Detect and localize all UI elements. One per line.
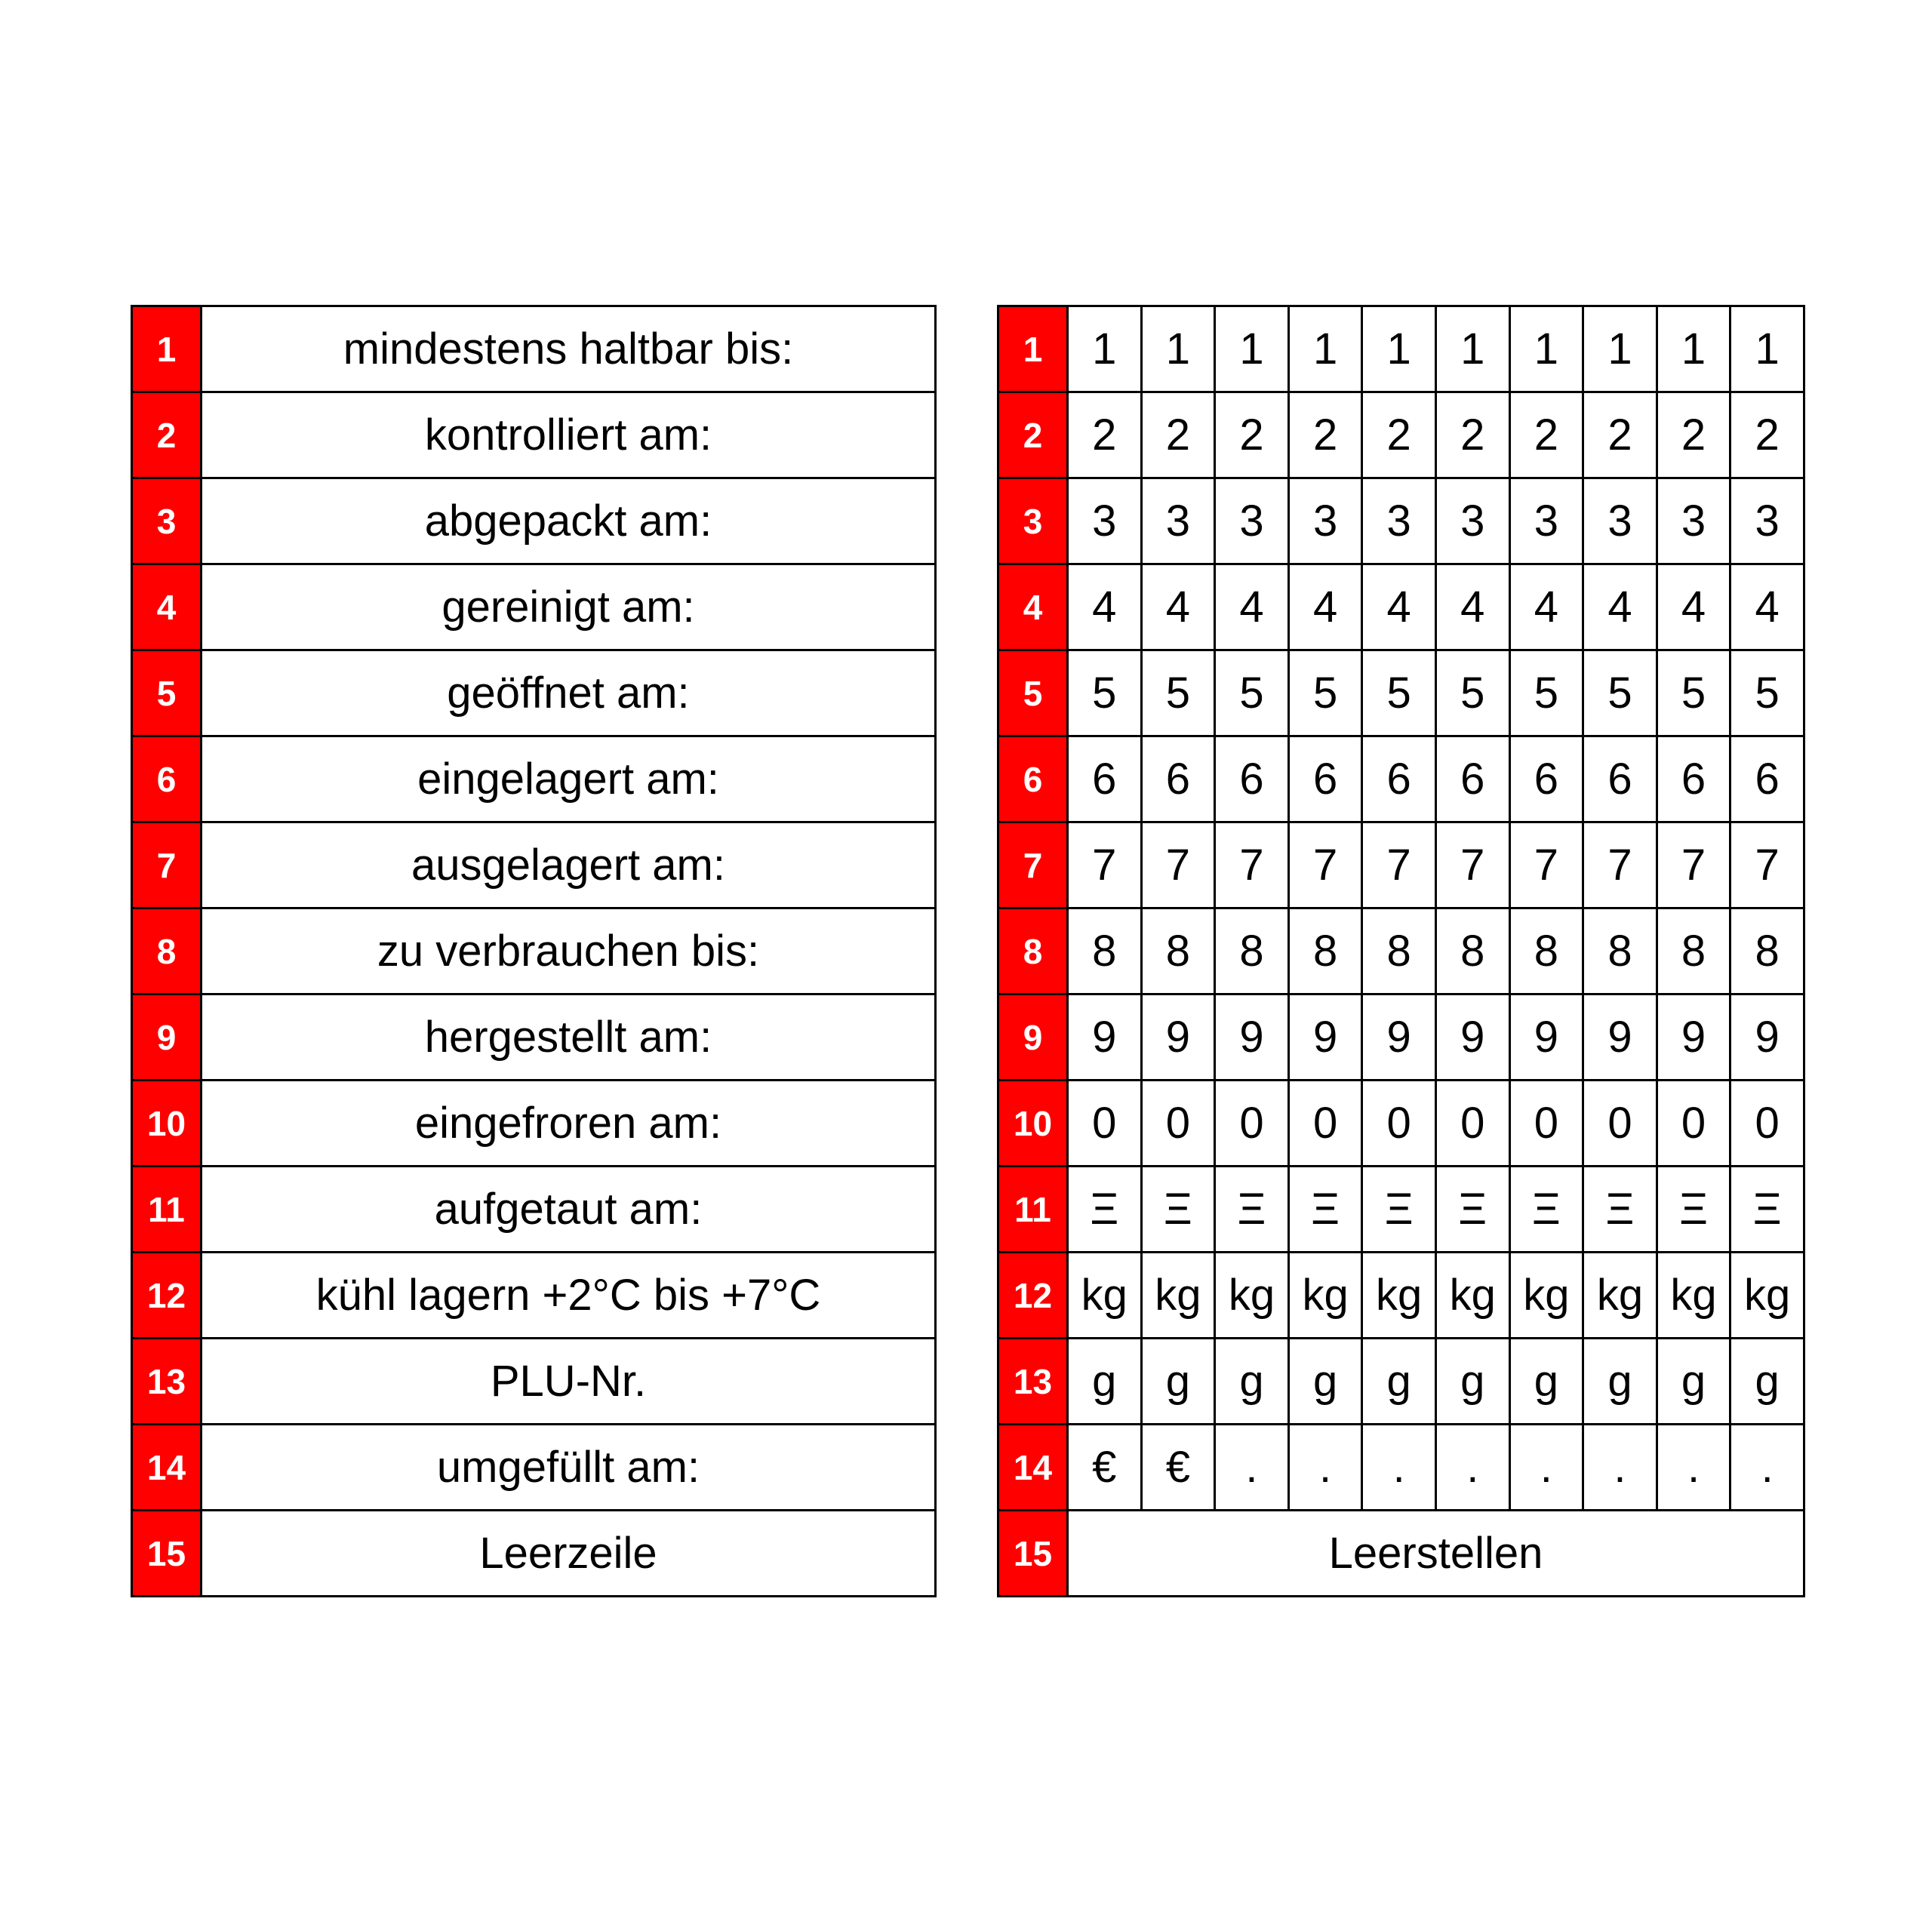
character-cell: 8: [1362, 908, 1436, 995]
label-text: ausgelagert am:: [202, 822, 936, 908]
right-table-row: [998, 736, 1804, 822]
left-table-row: [132, 1081, 936, 1167]
character-cell: Ξ: [1435, 1167, 1509, 1253]
row-number: 7: [998, 822, 1068, 908]
character-cell: Ξ: [1215, 1167, 1289, 1253]
character-cell: 7: [1435, 822, 1509, 908]
character-cell: .: [1583, 1425, 1657, 1511]
character-cell: 6: [1068, 736, 1142, 822]
character-cell: .: [1288, 1425, 1362, 1511]
character-cell: 7: [1362, 822, 1436, 908]
character-cell: 3: [1288, 478, 1362, 564]
character-cell: g: [1288, 1339, 1362, 1425]
character-cell: 3: [1583, 478, 1657, 564]
right-table-row: [998, 1511, 1804, 1597]
character-cell: .: [1657, 1425, 1730, 1511]
character-cell: kg: [1435, 1253, 1509, 1339]
character-cell: kg: [1141, 1253, 1215, 1339]
character-cell: 9: [1657, 995, 1730, 1081]
character-cell: 3: [1141, 478, 1215, 564]
character-cell: 1: [1435, 306, 1509, 392]
character-cell: 1: [1215, 306, 1289, 392]
character-cell: 6: [1435, 736, 1509, 822]
character-cell: Ξ: [1362, 1167, 1436, 1253]
character-cell: 9: [1583, 995, 1657, 1081]
left-table-row: [132, 1511, 936, 1597]
character-cell: 5: [1215, 650, 1289, 736]
character-cell: 9: [1215, 995, 1289, 1081]
character-cell: 7: [1730, 822, 1804, 908]
right-table-body: [998, 306, 1804, 1597]
character-cell: g: [1435, 1339, 1509, 1425]
character-cell: 4: [1730, 564, 1804, 650]
left-table-row: [132, 995, 936, 1081]
row-number: 1: [998, 306, 1068, 392]
right-table-row: [998, 1425, 1804, 1511]
character-cell: 1: [1141, 306, 1215, 392]
left-table-row: [132, 1425, 936, 1511]
right-table-row: [998, 306, 1804, 392]
label-text: PLU-Nr.: [202, 1339, 936, 1425]
character-cell: 0: [1141, 1081, 1215, 1167]
row-number: 4: [132, 564, 202, 650]
row-number: 13: [998, 1339, 1068, 1425]
character-cell: 2: [1509, 392, 1583, 478]
left-table-row: [132, 392, 936, 478]
character-cell: 2: [1657, 392, 1730, 478]
left-table-row: [132, 908, 936, 995]
character-cell: g: [1068, 1339, 1142, 1425]
character-cell: kg: [1730, 1253, 1804, 1339]
character-cell: 8: [1141, 908, 1215, 995]
character-cell: 6: [1509, 736, 1583, 822]
character-cell: kg: [1583, 1253, 1657, 1339]
character-cell: 7: [1288, 822, 1362, 908]
character-cell: €: [1068, 1425, 1142, 1511]
character-cell: 6: [1657, 736, 1730, 822]
character-cell: 6: [1583, 736, 1657, 822]
left-table-row: [132, 1339, 936, 1425]
character-cell: 8: [1509, 908, 1583, 995]
character-cell: 2: [1141, 392, 1215, 478]
label-text: zu verbrauchen bis:: [202, 908, 936, 995]
character-cell: kg: [1362, 1253, 1436, 1339]
row-number: 11: [998, 1167, 1068, 1253]
character-cell: Ξ: [1509, 1167, 1583, 1253]
character-cell: 9: [1068, 995, 1142, 1081]
right-table-row: [998, 1253, 1804, 1339]
character-cell: kg: [1288, 1253, 1362, 1339]
row-number: 7: [132, 822, 202, 908]
character-cell: 4: [1288, 564, 1362, 650]
character-cell: 4: [1215, 564, 1289, 650]
character-cell: 8: [1583, 908, 1657, 995]
character-cell: 5: [1141, 650, 1215, 736]
character-cell: €: [1141, 1425, 1215, 1511]
right-table-row: [998, 1081, 1804, 1167]
label-text: Leerzeile: [202, 1511, 936, 1597]
right-table-row: [998, 392, 1804, 478]
left-table-row: [132, 650, 936, 736]
label-text: hergestellt am:: [202, 995, 936, 1081]
character-cell: 9: [1362, 995, 1436, 1081]
character-cell: 2: [1730, 392, 1804, 478]
row-number: 14: [132, 1425, 202, 1511]
label-text: eingefroren am:: [202, 1081, 936, 1167]
right-table-row: [998, 564, 1804, 650]
row-number: 14: [998, 1425, 1068, 1511]
character-cell: 5: [1730, 650, 1804, 736]
character-cell: 1: [1362, 306, 1436, 392]
character-cell: 3: [1657, 478, 1730, 564]
row-number: 10: [998, 1081, 1068, 1167]
character-cell: 1: [1288, 306, 1362, 392]
left-table-row: [132, 306, 936, 392]
character-cell: 0: [1730, 1081, 1804, 1167]
character-cell: 0: [1435, 1081, 1509, 1167]
character-cell: Ξ: [1068, 1167, 1142, 1253]
row-number: 11: [132, 1167, 202, 1253]
character-cell: 7: [1657, 822, 1730, 908]
left-table-row: [132, 1167, 936, 1253]
character-cell: g: [1730, 1339, 1804, 1425]
character-cell: g: [1583, 1339, 1657, 1425]
character-cell: g: [1141, 1339, 1215, 1425]
row-number: 15: [998, 1511, 1068, 1597]
character-cell: 1: [1730, 306, 1804, 392]
character-cell: 5: [1657, 650, 1730, 736]
character-cell: 1: [1509, 306, 1583, 392]
right-table-row: [998, 908, 1804, 995]
character-cell: Ξ: [1288, 1167, 1362, 1253]
character-cell: 5: [1068, 650, 1142, 736]
row-number: 9: [132, 995, 202, 1081]
blank-spaces-cell: Leerstellen: [1068, 1511, 1804, 1597]
right-table-row: [998, 478, 1804, 564]
left-table-row: [132, 564, 936, 650]
row-number: 9: [998, 995, 1068, 1081]
character-cell: g: [1215, 1339, 1289, 1425]
character-cell: 3: [1215, 478, 1289, 564]
character-cell: 5: [1509, 650, 1583, 736]
character-cell: 0: [1657, 1081, 1730, 1167]
character-cell: 2: [1362, 392, 1436, 478]
character-cell: 9: [1435, 995, 1509, 1081]
character-cell: .: [1509, 1425, 1583, 1511]
character-cell: 4: [1583, 564, 1657, 650]
character-cell: 6: [1141, 736, 1215, 822]
row-number: 8: [132, 908, 202, 995]
left-table-row: [132, 478, 936, 564]
character-cell: kg: [1215, 1253, 1289, 1339]
right-table-row: [998, 650, 1804, 736]
character-cell: 4: [1068, 564, 1142, 650]
character-cell: 8: [1730, 908, 1804, 995]
character-cell: .: [1730, 1425, 1804, 1511]
left-table-row: [132, 1253, 936, 1339]
character-cell: 1: [1068, 306, 1142, 392]
row-number: 2: [998, 392, 1068, 478]
character-cell: 0: [1215, 1081, 1289, 1167]
right-digit-table: [997, 305, 1805, 1597]
character-cell: 6: [1215, 736, 1289, 822]
character-cell: 9: [1730, 995, 1804, 1081]
character-cell: 5: [1435, 650, 1509, 736]
character-cell: 4: [1435, 564, 1509, 650]
row-number: 6: [998, 736, 1068, 822]
character-cell: 8: [1288, 908, 1362, 995]
character-cell: g: [1657, 1339, 1730, 1425]
character-cell: 6: [1730, 736, 1804, 822]
row-number: 5: [132, 650, 202, 736]
character-cell: 7: [1509, 822, 1583, 908]
character-cell: kg: [1068, 1253, 1142, 1339]
character-cell: 3: [1435, 478, 1509, 564]
row-number: 8: [998, 908, 1068, 995]
left-table-row: [132, 736, 936, 822]
character-cell: 3: [1362, 478, 1436, 564]
character-cell: 1: [1657, 306, 1730, 392]
character-cell: 8: [1068, 908, 1142, 995]
character-cell: Ξ: [1657, 1167, 1730, 1253]
character-cell: 7: [1141, 822, 1215, 908]
left-label-table: [131, 305, 937, 1597]
character-cell: 6: [1362, 736, 1436, 822]
character-cell: 6: [1288, 736, 1362, 822]
label-text: umgefüllt am:: [202, 1425, 936, 1511]
character-cell: Ξ: [1730, 1167, 1804, 1253]
character-cell: 0: [1288, 1081, 1362, 1167]
row-number: 5: [998, 650, 1068, 736]
character-cell: Ξ: [1583, 1167, 1657, 1253]
row-number: 4: [998, 564, 1068, 650]
character-cell: 7: [1583, 822, 1657, 908]
character-cell: kg: [1657, 1253, 1730, 1339]
label-text: abgepackt am:: [202, 478, 936, 564]
character-cell: 4: [1509, 564, 1583, 650]
left-table-body: [132, 306, 936, 1597]
character-cell: 9: [1509, 995, 1583, 1081]
character-cell: 2: [1435, 392, 1509, 478]
right-table-row: [998, 995, 1804, 1081]
character-cell: 0: [1362, 1081, 1436, 1167]
character-cell: 5: [1362, 650, 1436, 736]
character-cell: 4: [1657, 564, 1730, 650]
character-cell: 0: [1583, 1081, 1657, 1167]
label-text: eingelagert am:: [202, 736, 936, 822]
character-cell: 5: [1583, 650, 1657, 736]
row-number: 6: [132, 736, 202, 822]
row-number: 12: [132, 1253, 202, 1339]
label-text: kontrolliert am:: [202, 392, 936, 478]
character-cell: .: [1215, 1425, 1289, 1511]
label-text: mindestens haltbar bis:: [202, 306, 936, 392]
label-text: aufgetaut am:: [202, 1167, 936, 1253]
character-cell: g: [1509, 1339, 1583, 1425]
row-number: 12: [998, 1253, 1068, 1339]
label-text: gereinigt am:: [202, 564, 936, 650]
label-text: geöffnet am:: [202, 650, 936, 736]
character-cell: 8: [1215, 908, 1289, 995]
character-cell: 3: [1730, 478, 1804, 564]
row-number: 2: [132, 392, 202, 478]
character-cell: 2: [1288, 392, 1362, 478]
row-number: 3: [132, 478, 202, 564]
character-cell: Ξ: [1141, 1167, 1215, 1253]
row-number: 15: [132, 1511, 202, 1597]
row-number: 13: [132, 1339, 202, 1425]
character-cell: kg: [1509, 1253, 1583, 1339]
right-table-row: [998, 1339, 1804, 1425]
left-table-row: [132, 822, 936, 908]
character-cell: 0: [1068, 1081, 1142, 1167]
row-number: 1: [132, 306, 202, 392]
label-text: kühl lagern +2°C bis +7°C: [202, 1253, 936, 1339]
character-cell: 9: [1288, 995, 1362, 1081]
character-cell: 4: [1362, 564, 1436, 650]
character-cell: 0: [1509, 1081, 1583, 1167]
character-cell: 8: [1657, 908, 1730, 995]
character-cell: 8: [1435, 908, 1509, 995]
character-cell: 2: [1215, 392, 1289, 478]
character-cell: 7: [1068, 822, 1142, 908]
character-cell: 4: [1141, 564, 1215, 650]
character-cell: .: [1435, 1425, 1509, 1511]
character-cell: 3: [1068, 478, 1142, 564]
character-cell: 3: [1509, 478, 1583, 564]
row-number: 10: [132, 1081, 202, 1167]
character-cell: 7: [1215, 822, 1289, 908]
character-cell: 5: [1288, 650, 1362, 736]
character-cell: 2: [1068, 392, 1142, 478]
character-cell: g: [1362, 1339, 1436, 1425]
character-cell: 9: [1141, 995, 1215, 1081]
character-cell: 2: [1583, 392, 1657, 478]
row-number: 3: [998, 478, 1068, 564]
right-table-row: [998, 1167, 1804, 1253]
right-table-row: [998, 822, 1804, 908]
character-cell: 1: [1583, 306, 1657, 392]
character-cell: .: [1362, 1425, 1436, 1511]
